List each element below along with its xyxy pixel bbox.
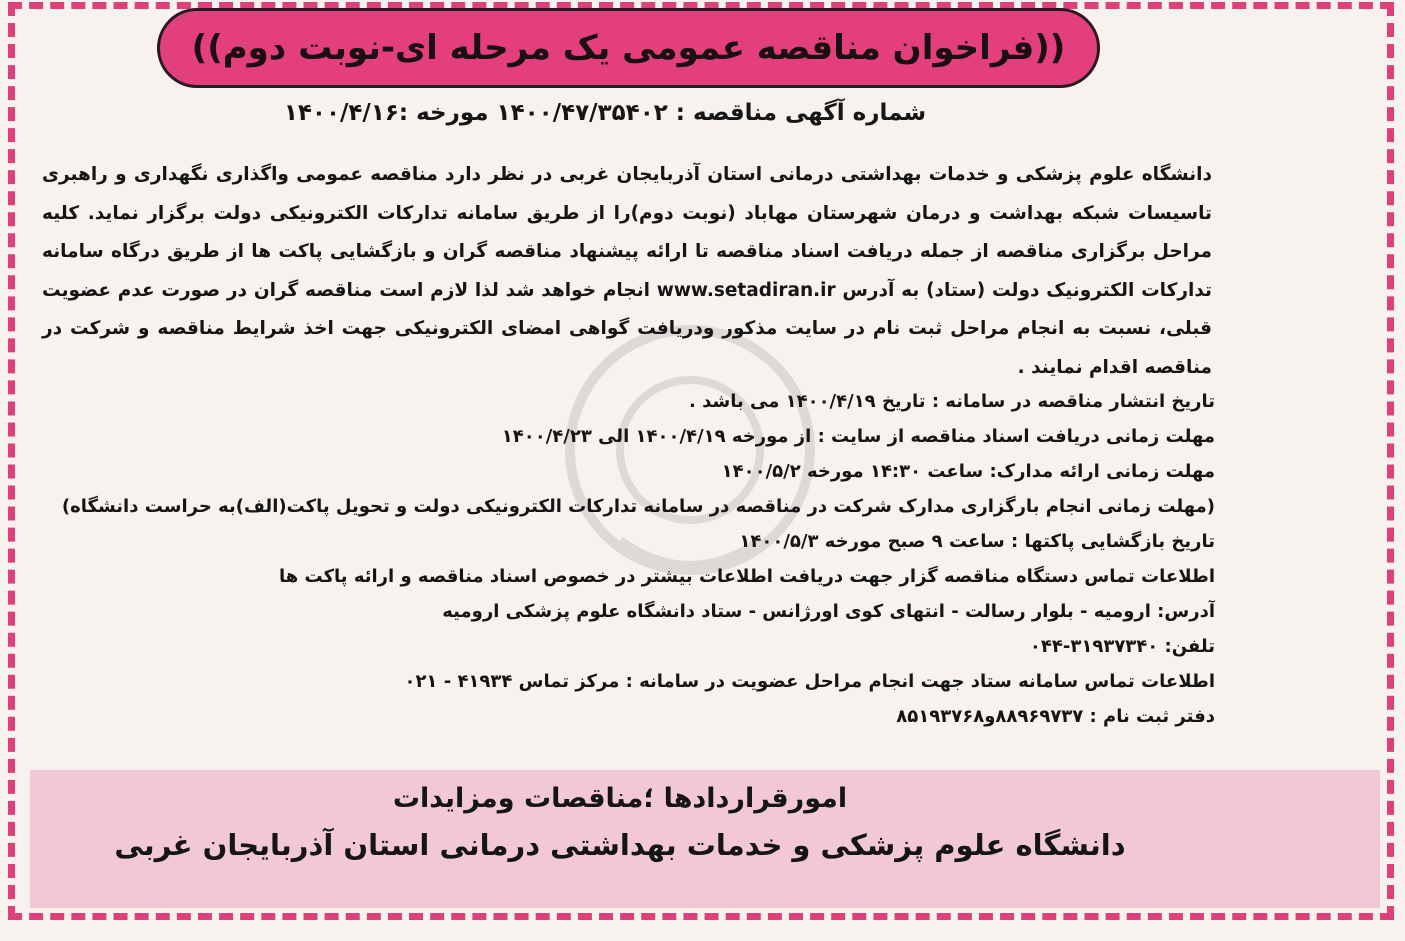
intro-paragraph: دانشگاه علوم پزشکی و خدمات بهداشتی درمانی استان آذربایجان غربی در نظر دارد مناقصه عمومی واگذاری نگهداری و راهبری تاسیسات شبکه بهداشت و درمان شهرستان مهاباد (نوبت دوم)را از طریق سامانه تدارکات الکترونیکی دولت برگزار نماید. کلیه مراحل برگزاری مناقصه از جمله دریافت اسناد مناقصه تا ارائه پیشنهاد مناقصه گران و بازگشایی پاکت ها از طریق درگاه سامانه تدارکات الکترونیک دولت (ستاد) به آدرس www.setadiran.ir انجام خواهد شد لذا لازم است مناقصه گران در صورت عدم عضویت قبلی، نسبت به انجام مراحل ثبت نام در سایت مذکور ودریافت گواهی امضای الکترونیکی جهت اخذ شرایط مناقصه و شرکت در مناقصه اقدام نمایند . [42,164,1212,378]
details-list [45,384,1215,734]
opening-date-line: تاریخ بازگشایی پاکتها : ساعت ۹ صبح مورخه ۱۴۰۰/۵/۳ [739,531,1215,552]
footer-university: دانشگاه علوم پزشکی و خدمات بهداشتی درمانی استان آذربایجان غربی [114,828,1126,862]
title-banner [157,8,1100,88]
address-line: آدرس: ارومیه - بلوار رسالت - انتهای کوی اورژانس - ستاد دانشگاه علوم پزشکی ارومیه [442,601,1215,622]
phone-line: تلفن: ۳۱۹۳۷۳۴۰-۰۴۴ [1029,636,1215,657]
contact-heading-line: اطلاعات تماس دستگاه مناقصه گزار جهت دریافت اطلاعات بیشتر در خصوص اسناد مناقصه و ارائه پاکت ها [279,566,1215,587]
setad-contact-line: اطلاعات تماس سامانه ستاد جهت انجام مراحل عضویت در سامانه : مرکز تماس ۴۱۹۳۴ - ۰۲۱ [404,671,1215,692]
notice-number: شماره آگهی مناقصه : ۱۴۰۰/۴۷/۳۵۴۰۲ مورخه :۱۴۰۰/۴/۱۶ [283,100,927,126]
submission-deadline-line: مهلت زمانی ارائه مدارک: ساعت ۱۴:۳۰ مورخه ۱۴۰۰/۵/۲ [721,461,1215,482]
footer-department: امورقراردادها ؛مناقصات ومزایدات [392,783,848,814]
publish-date-line: تاریخ انتشار مناقصه در سامانه : تاریخ ۱۴۰۰/۴/۱۹ می باشد . [689,391,1215,412]
document-receipt-deadline-line: مهلت زمانی دریافت اسناد مناقصه از سایت : از مورخه ۱۴۰۰/۴/۱۹ الی ۱۴۰۰/۴/۲۳ [501,426,1215,447]
upload-note-line: (مهلت زمانی انجام بارگزاری مدارک شرکت در مناقصه در سامانه تدارکات الکترونیکی دولت و تحویل پاکت(الف)به حراست دانشگاه) [61,496,1215,517]
notice-title: ((فراخوان مناقصه عمومی یک مرحله ای-نوبت دوم)) [191,28,1066,68]
registration-office-line: دفتر ثبت نام : ۸۸۹۶۹۷۳۷و۸۵۱۹۳۷۶۸ [896,706,1215,727]
